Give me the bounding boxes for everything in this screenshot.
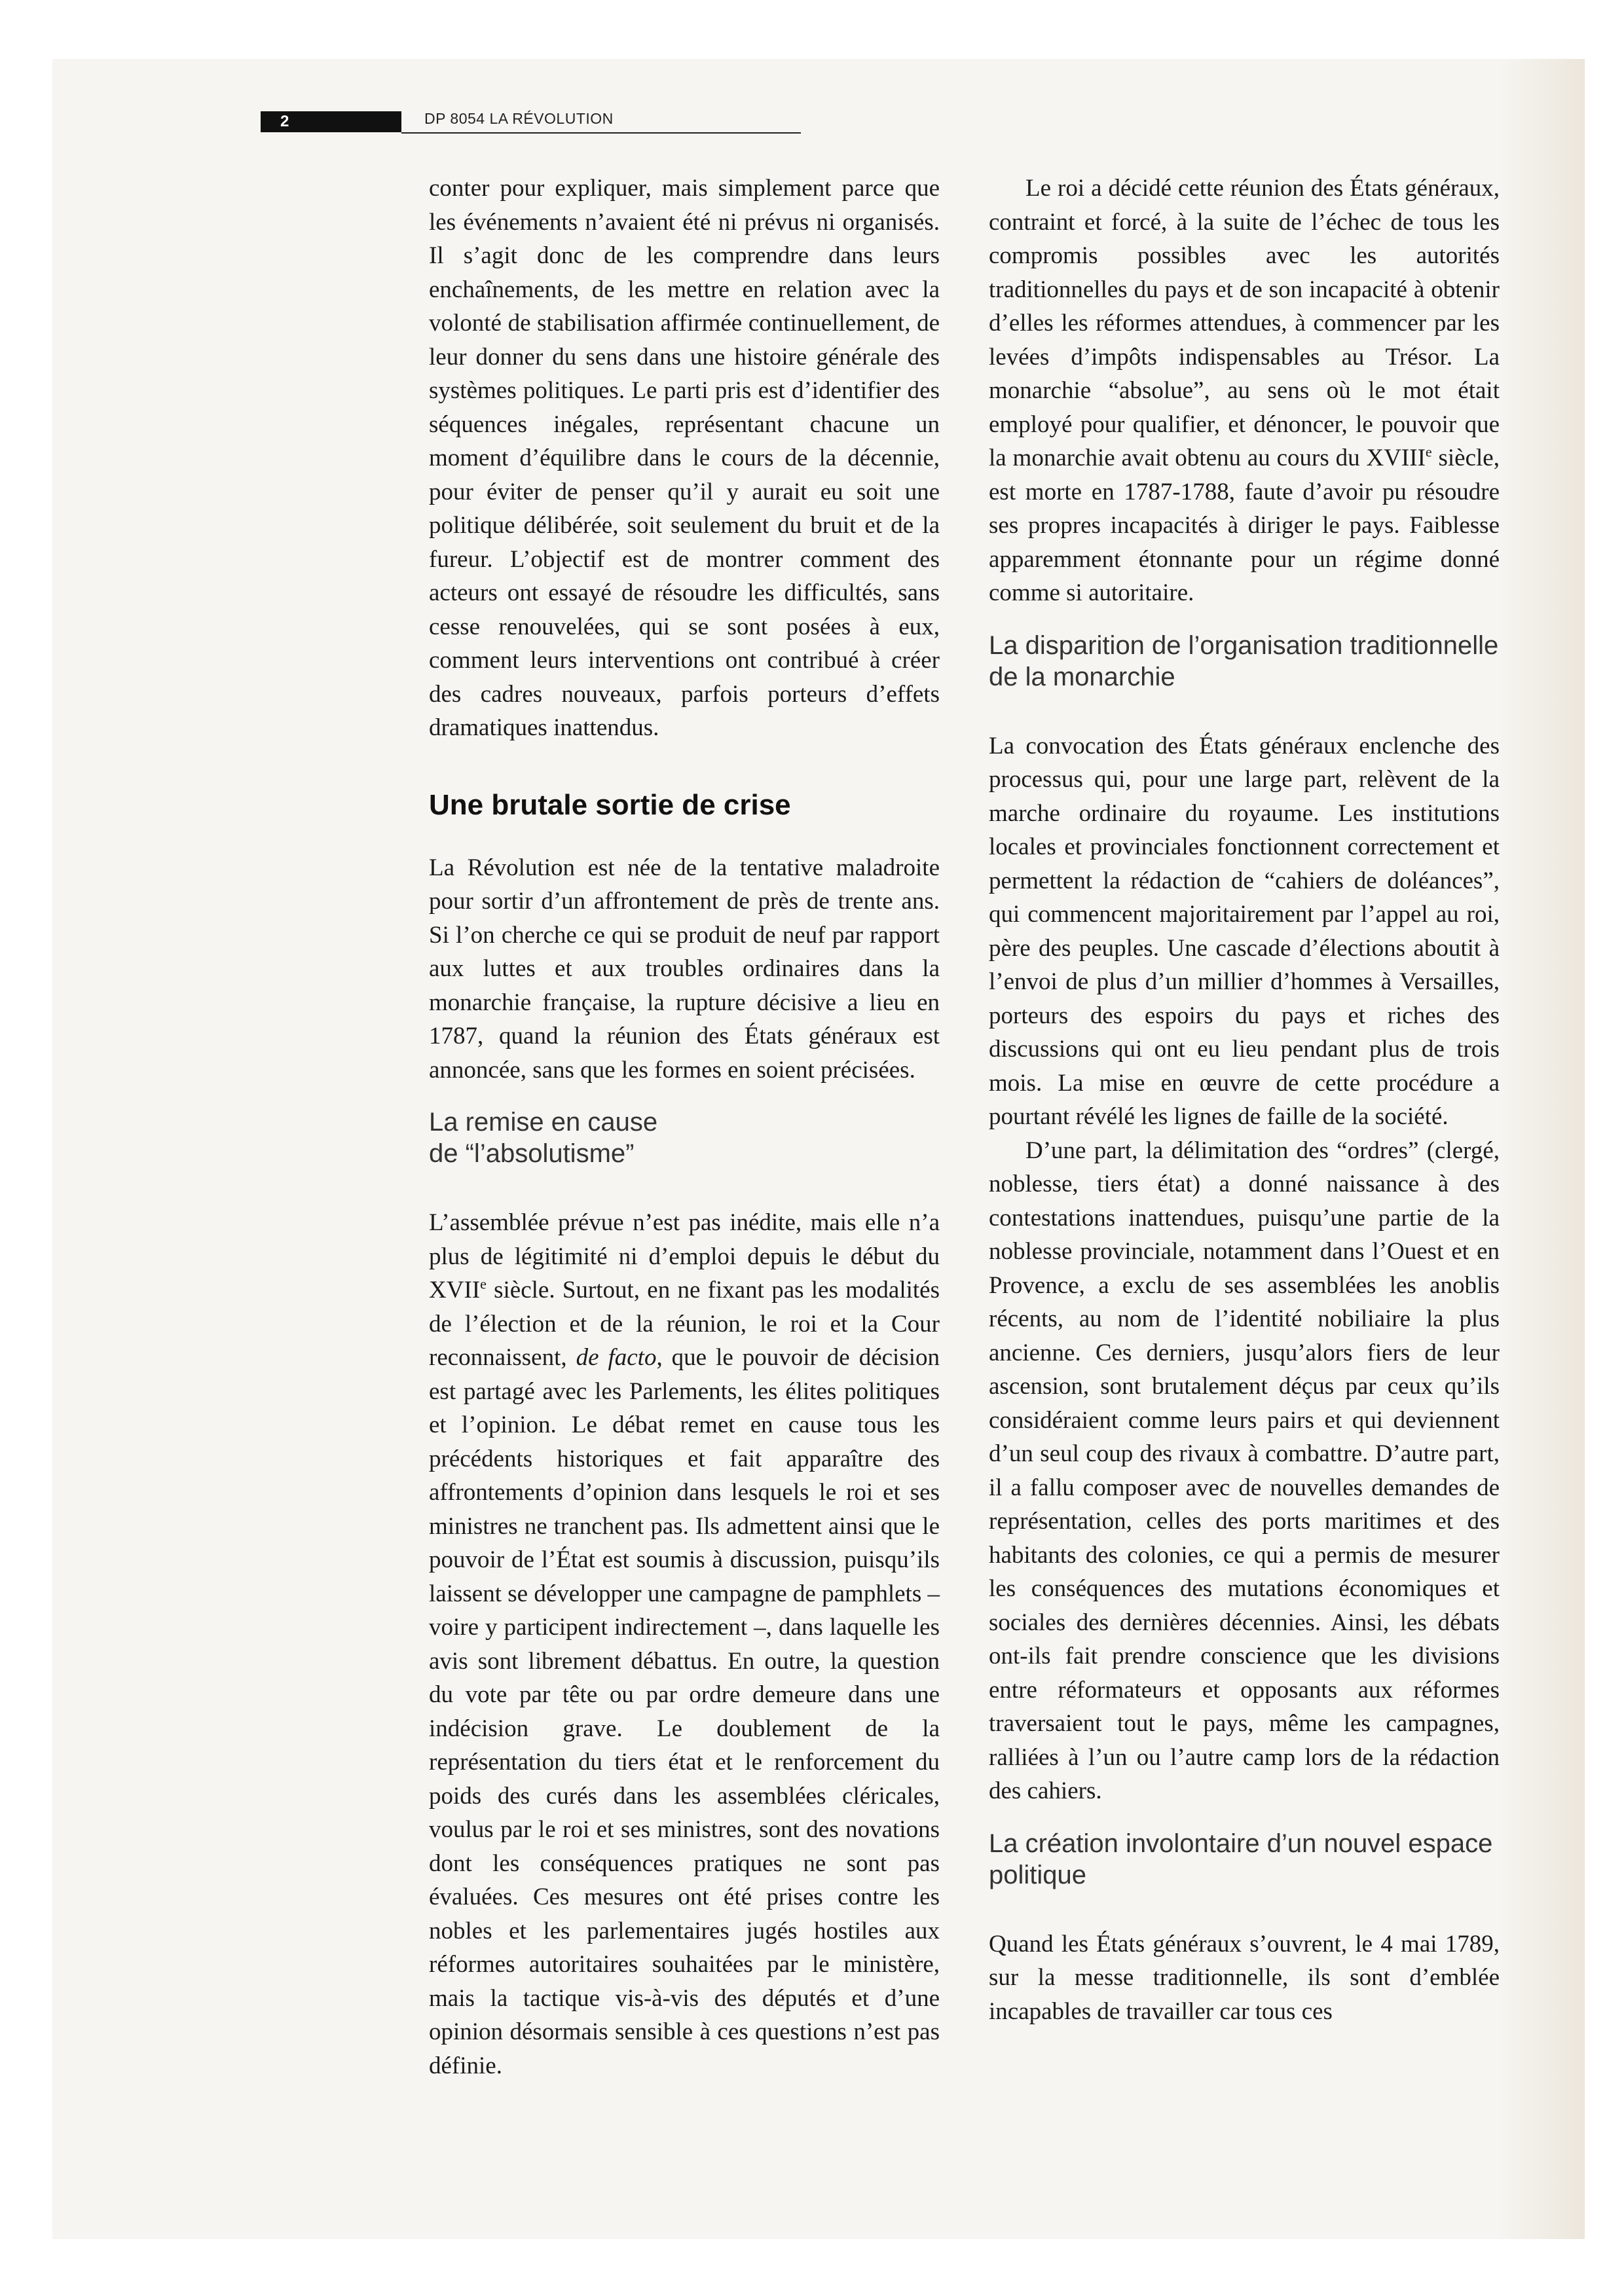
paragraph-convocation: La convocation des États généraux enclenche des processus qui, pour une large part, relèvent de la marche ordinaire du royaume. Les institutions locales et provinciales fonctionnent correctement et permettent la rédaction de “cahiers de doléances”, qui commencent majoritairement par l’appel au roi, père des peuples. Une cascade d’élections aboutit à l’envoi de plus d’un millier d’hommes à Versailles, porteurs des espoirs du pays et riches des discussions qui ont eu lieu pendant plus de trois mois. La mise en œuvre de cette procédure a pourtant révélé les lignes de faille de la société. (989, 732, 1500, 1130)
text-run: , que le pouvoir de décision est partagé avec les Parlements, les élites politiques et l’opinion. Le débat remet en cause tous les précédents historiques et fait apparaître des affrontements d’opinion dans lesquels le roi et ses ministres ne tranchent pas. Ils admettent ainsi que le pouvoir de l’État est soumis à discussion, puisqu’ils laissent se développer une campagne de pamphlets – voire y participent indirectement –, dans laquelle les avis sont librement débattus. En outre, la question du vote par tête ou par ordre demeure dans une indécision grave. Le doublement de la représentation du tiers état et le renforcement du poids des curés dans les assemblées cléricales, voulus par le roi et ses ministres, sont des novations dont les conséquences pratiques ne sont pas évaluées. Ces mesures ont été prises contre les nobles et les parlementaires jugés hostiles aux réformes autoritaires souhaitées par le ministère, mais la tactique vis-à-vis des députés et d’une opinion désormais sensible à ces questions n’est pas définie. (429, 1344, 940, 2079)
paragraph-crise: La Révolution est née de la tentative maladroite pour sortir d’un affrontement de près de trente ans. Si l’on cherche ce qui se produit de neuf par rapport aux luttes et aux troubles ordinaires dans la monarchie française, la rupture décisive a lieu en 1787, quand la réunion des États généraux est annoncée, sans que les formes en soient précisées. (429, 854, 940, 1084)
superscript: e (1425, 443, 1432, 460)
page-number: 2 (280, 113, 289, 130)
page-edge-shadow (1500, 59, 1585, 2239)
section-heading-crise: Une brutale sortie de crise (429, 788, 791, 821)
subheading-creation: La création involontaire d’un nouvel espace politique (989, 1829, 1493, 1889)
paragraph-absolutisme (429, 1206, 940, 2083)
left-column (429, 172, 940, 2083)
paragraph-etats: Quand les États généraux s’ouvrent, le 4 mai 1789, sur la messe traditionnelle, ils sont d’emblée incapables de travailler car tous ces (989, 1930, 1500, 2025)
superscript: e (480, 1275, 487, 1292)
header-rule (401, 132, 801, 134)
text-run: siècle, est morte en 1787-1788, faute d’avoir pu résoudre ses propres incapacités à diriger le pays. Faiblesse apparemment étonnante pour un régime donné comme si autoritaire. (989, 445, 1500, 606)
running-title: DP 8054 LA RÉVOLUTION (424, 110, 614, 127)
text-run: siècle. Surtout, en ne fixant pas les modalités de l’élection et de la réunion, le roi et la Cour reconnaissent, (429, 1277, 940, 1371)
paragraph-intro: conter pour expliquer, mais simplement parce que les événements n’avaient été ni prévus ni organisés. Il s’agit donc de les comprendre dans leurs enchaînements, de les mettre en relation avec la volonté de stabilisation affirmée continuellement, de leur donner du sens dans une histoire générale des systèmes politiques. Le parti pris est d’identifier des séquences inégales, représentant chacune un moment d’équilibre dans le cours de la décennie, pour éviter de penser qu’il y aurait eu soit une politique délibérée, soit seulement du bruit et de la fureur. L’objectif est de montrer comment des acteurs ont essayé de résoudre les difficultés, sans cesse renouvelées, qui se sont posées à eux, comment leurs interventions ont contribué à créer des cadres nouveaux, parfois porteurs d’effets dramatiques inattendus. (429, 175, 940, 741)
subheading-disparition: La disparition de l’organisation traditionnelle de la monarchie (989, 630, 1499, 691)
subheading-line-2: de “l’absolutisme” (429, 1139, 635, 1168)
italic-phrase: de facto (576, 1344, 657, 1371)
right-column (989, 172, 1500, 2028)
text-run: L’assemblée prévue n’est pas inédite, mais elle n’a plus de légitimité ni d’emploi depuis le début du XVII (429, 1209, 940, 1303)
text-run: Le roi a décidé cette réunion des États généraux, contraint et forcé, à la suite de l’échec de tous les compromis possibles avec les autorités traditionnelles du pays et de son incapacité à obtenir d’elles les réformes attendues, à commencer par les levées d’impôts indispensables au Trésor. La monarchie “absolue”, au sens où le mot était employé pour qualifier, et dénoncer, le pouvoir que la monarchie avait obtenu au cours du XVIII (989, 175, 1500, 471)
subheading-absolutisme (429, 1106, 940, 1169)
paragraph-ordres: D’une part, la délimitation des “ordres” (clergé, noblesse, tiers état) a donné naissance à des contestations inattendues, puisqu’une partie de la noblesse provinciale, notamment dans l’Ouest et en Provence, a exclu de ses assemblées les anoblis récents, au nom de l’identité nobiliaire la plus ancienne. Ces derniers, jusqu’alors fiers de leur ascension, sont brutalement déçus par ceux qu’ils considéraient comme leurs pairs et qui deviennent d’un seul coup des rivaux à combattre. D’autre part, il a fallu composer avec de nouvelles demandes de représentation, celles des ports maritimes et des habitants des colonies, ce qui a permis de mesurer les conséquences des mutations économiques et sociales des dernières décennies. Ainsi, les débats ont-ils fait prendre conscience que les divisions entre réformateurs et opposants aux réformes traversaient tout le pays, même les campagnes, ralliées à l’un ou l’autre camp lors de la rédaction des cahiers. (989, 1137, 1500, 1804)
page-number-bar (261, 111, 401, 132)
subheading-line-1: La remise en cause (429, 1108, 658, 1137)
paragraph-roi (989, 172, 1500, 610)
